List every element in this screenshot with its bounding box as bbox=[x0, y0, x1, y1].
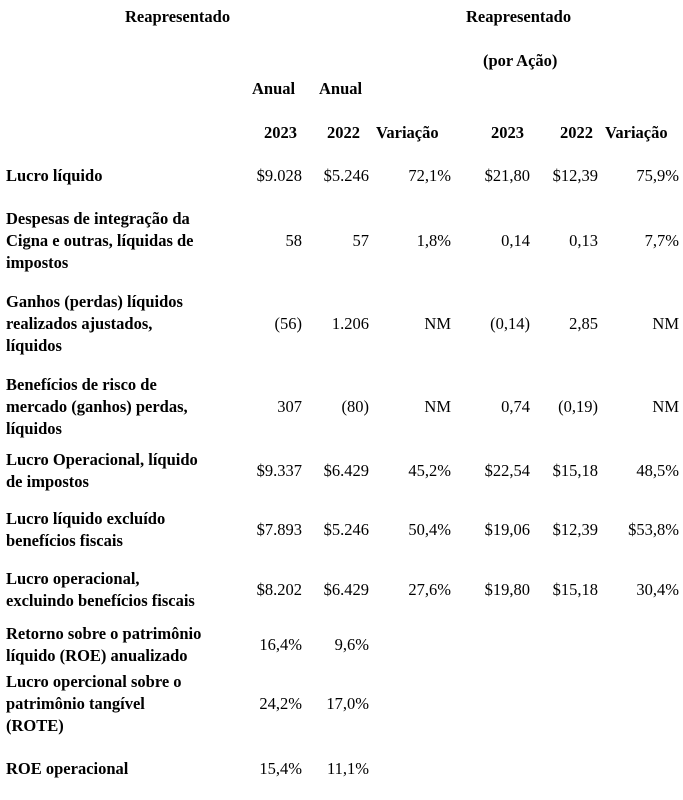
row-label-line: de impostos bbox=[6, 472, 89, 491]
header-year-2022: 2022 bbox=[327, 123, 360, 142]
cell-2022: 11,1% bbox=[326, 759, 369, 778]
cell-2023: 58 bbox=[285, 231, 302, 250]
cell-ps-2023: $19,06 bbox=[484, 520, 530, 539]
row-label-line: Lucro opercional sobre o bbox=[6, 672, 182, 691]
cell-2023: 307 bbox=[277, 397, 302, 416]
header-ps-year-2022: 2022 bbox=[560, 123, 593, 142]
cell-2022: $5.246 bbox=[323, 166, 369, 185]
row-label-line: Lucro Operacional, líquido bbox=[6, 450, 198, 469]
cell-2022: $5.246 bbox=[323, 520, 369, 539]
cell-variation: 45,2% bbox=[408, 461, 451, 480]
row-label-line: excluindo benefícios fiscais bbox=[6, 591, 195, 610]
cell-2022: (80) bbox=[341, 397, 369, 416]
row-label-operating-income bbox=[6, 449, 246, 493]
cell-ps-2023: $21,80 bbox=[484, 166, 530, 185]
cell-ps-2022: $15,18 bbox=[552, 461, 598, 480]
row-label-roe bbox=[6, 623, 246, 667]
cell-ps-2023: $19,80 bbox=[484, 580, 530, 599]
header-annual-2022: Anual bbox=[319, 79, 363, 98]
row-label-integration-expenses bbox=[6, 208, 246, 274]
cell-2023: $7.893 bbox=[256, 520, 302, 539]
row-label-line: Lucro operacional, bbox=[6, 569, 140, 588]
row-label-line: líquidos bbox=[6, 419, 62, 438]
row-label-line: líquidos bbox=[6, 336, 62, 355]
header-ps-variation: Variação bbox=[605, 123, 668, 142]
cell-ps-2023: (0,14) bbox=[490, 314, 530, 333]
row-label-net-income-ex-tax bbox=[6, 508, 246, 552]
cell-ps-variation: 7,7% bbox=[644, 231, 679, 250]
header-per-share: (por Ação) bbox=[483, 51, 558, 70]
cell-variation: 1,8% bbox=[416, 231, 451, 250]
row-label-operating-income-ex-tax bbox=[6, 568, 246, 612]
cell-ps-2022: 0,13 bbox=[569, 231, 598, 250]
row-label-line: impostos bbox=[6, 253, 69, 272]
cell-variation: 50,4% bbox=[408, 520, 451, 539]
row-label-line: Retorno sobre o patrimônio bbox=[6, 624, 202, 643]
row-label-line: Lucro líquido excluído bbox=[6, 509, 166, 528]
cell-2022: 1.206 bbox=[331, 314, 369, 333]
cell-2023: $8.202 bbox=[256, 580, 302, 599]
cell-variation: 27,6% bbox=[408, 580, 451, 599]
cell-ps-variation: 75,9% bbox=[636, 166, 679, 185]
row-label-line: patrimônio tangível bbox=[6, 694, 145, 713]
row-label-line: líquido (ROE) anualizado bbox=[6, 646, 188, 665]
row-label-operating-roe bbox=[6, 758, 246, 780]
header-variation: Variação bbox=[376, 123, 439, 142]
header-year-2023: 2023 bbox=[264, 123, 297, 142]
cell-ps-2022: $12,39 bbox=[552, 520, 598, 539]
row-label-line: Cigna e outras, líquidas de bbox=[6, 231, 194, 250]
header-reported: Reapresentado bbox=[125, 7, 231, 26]
row-label-net-income bbox=[6, 165, 246, 187]
cell-2022: 9,6% bbox=[334, 635, 369, 654]
cell-ps-variation: 30,4% bbox=[636, 580, 679, 599]
cell-2023: 16,4% bbox=[259, 635, 302, 654]
cell-ps-2022: 2,85 bbox=[569, 314, 598, 333]
row-label-realized-gains bbox=[6, 291, 246, 357]
row-label-line: Despesas de integração da bbox=[6, 209, 190, 228]
cell-ps-variation: 48,5% bbox=[636, 461, 679, 480]
cell-ps-variation: $53,8% bbox=[628, 520, 679, 539]
cell-variation: NM bbox=[424, 397, 451, 416]
cell-2023: 24,2% bbox=[259, 694, 302, 713]
cell-2023: 15,4% bbox=[259, 759, 302, 778]
row-label-rote bbox=[6, 671, 246, 737]
cell-ps-2022: $12,39 bbox=[552, 166, 598, 185]
cell-ps-variation: NM bbox=[652, 397, 679, 416]
cell-2022: 17,0% bbox=[326, 694, 369, 713]
cell-variation: NM bbox=[424, 314, 451, 333]
header-reported-per-share: Reapresentado bbox=[466, 7, 572, 26]
cell-ps-2022: (0,19) bbox=[558, 397, 598, 416]
cell-2023: $9.028 bbox=[256, 166, 302, 185]
cell-2022: $6.429 bbox=[323, 580, 369, 599]
row-label-line: Ganhos (perdas) líquidos bbox=[6, 292, 183, 311]
header-annual-2023: Anual bbox=[252, 79, 296, 98]
cell-variation: 72,1% bbox=[408, 166, 451, 185]
row-label-line: ROE operacional bbox=[6, 759, 129, 778]
cell-ps-2023: 0,14 bbox=[501, 231, 530, 250]
cell-2022: 57 bbox=[352, 231, 369, 250]
row-label-line: (ROTE) bbox=[6, 716, 64, 735]
header-ps-year-2023: 2023 bbox=[491, 123, 524, 142]
cell-ps-2023: 0,74 bbox=[501, 397, 530, 416]
row-label-line: Benefícios de risco de bbox=[6, 375, 157, 394]
cell-2022: $6.429 bbox=[323, 461, 369, 480]
row-label-line: benefícios fiscais bbox=[6, 531, 123, 550]
cell-ps-2023: $22,54 bbox=[484, 461, 530, 480]
row-label-market-risk-benefits bbox=[6, 374, 246, 440]
cell-2023: (56) bbox=[274, 314, 302, 333]
row-label-line: mercado (ganhos) perdas, bbox=[6, 397, 188, 416]
row-label-line: Lucro líquido bbox=[6, 166, 103, 185]
cell-ps-variation: NM bbox=[652, 314, 679, 333]
cell-2023: $9.337 bbox=[256, 461, 302, 480]
row-label-line: realizados ajustados, bbox=[6, 314, 153, 333]
cell-ps-2022: $15,18 bbox=[552, 580, 598, 599]
